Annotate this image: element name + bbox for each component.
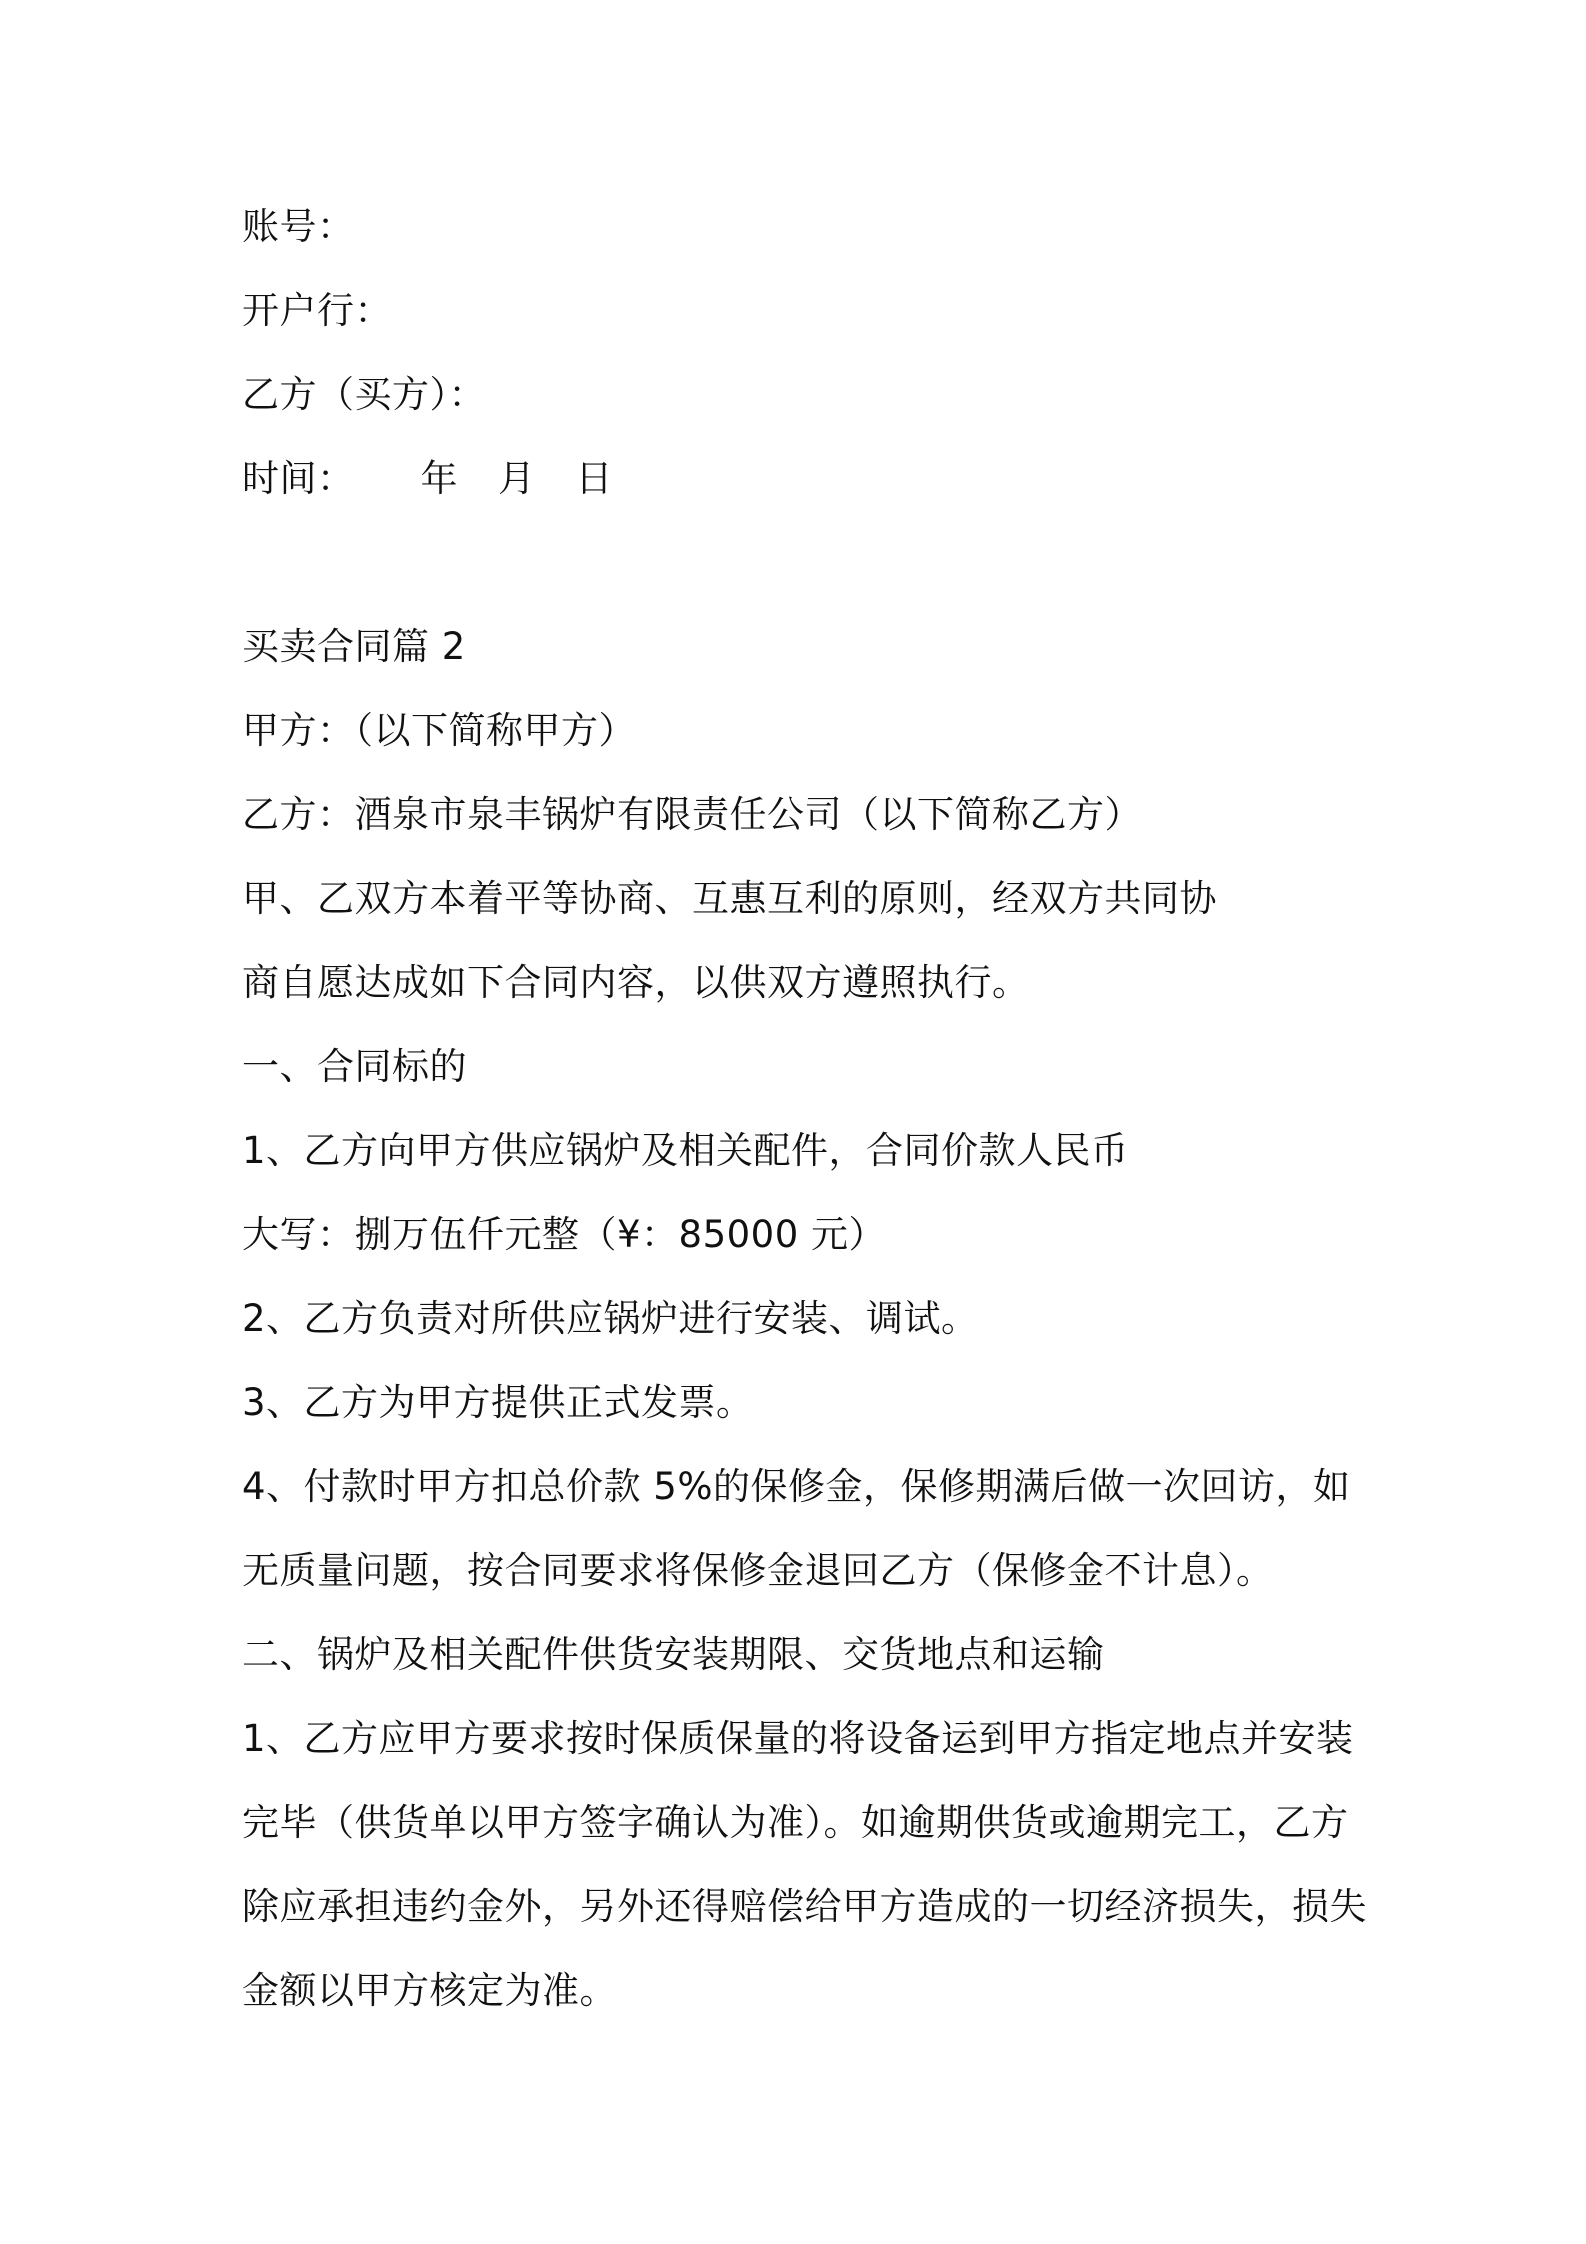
party-b-buyer-label: 乙方（买方）： xyxy=(242,373,486,416)
item-1-3: 3、乙方为甲方提供正式发票。 xyxy=(242,1381,754,1424)
item-1-4-line-2: 无质量问题，按合同要求将保修金退回乙方（保修金不计息）。 xyxy=(242,1549,1274,1592)
item-1-1-amount: 大写：捌万伍仟元整（¥：85000 元） xyxy=(242,1213,887,1256)
month-label: 月 xyxy=(498,457,536,500)
item-1-1: 1、乙方向甲方供应锅炉及相关配件，合同价款人民币 xyxy=(242,1129,1129,1172)
account-label: 账号： xyxy=(242,205,355,248)
section-2-heading: 二、锅炉及相关配件供货安装期限、交货地点和运输 xyxy=(242,1633,1105,1676)
date-line xyxy=(242,457,613,501)
preamble-line-2: 商自愿达成如下合同内容，以供双方遵照执行。 xyxy=(242,961,1030,1004)
year-label: 年 xyxy=(420,457,458,500)
item-1-2: 2、乙方负责对所供应锅炉进行安装、调试。 xyxy=(242,1297,979,1340)
day-label: 日 xyxy=(575,457,613,500)
item-2-1-line-3: 除应承担违约金外，另外还得赔偿给甲方造成的一切经济损失，损失 xyxy=(242,1885,1367,1928)
party-b-line: 乙方：酒泉市泉丰锅炉有限责任公司（以下简称乙方） xyxy=(242,793,1142,836)
party-a-line: 甲方：（以下简称甲方） xyxy=(242,709,636,752)
contract-title: 买卖合同篇 2 xyxy=(242,625,466,668)
time-label: 时间： xyxy=(242,457,355,500)
item-2-1-line-4: 金额以甲方核定为准。 xyxy=(242,1969,617,2012)
preamble-line-1: 甲、乙双方本着平等协商、互惠互利的原则，经双方共同协 xyxy=(242,877,1217,920)
item-2-1-line-2: 完毕（供货单以甲方签字确认为准）。如逾期供货或逾期完工，乙方 xyxy=(242,1801,1349,1844)
section-1-heading: 一、合同标的 xyxy=(242,1045,467,1088)
item-2-1-line-1: 1、乙方应甲方要求按时保质保量的将设备运到甲方指定地点并安装 xyxy=(242,1717,1354,1760)
item-1-4-line-1: 4、付款时甲方扣总价款 5%的保修金，保修期满后做一次回访，如 xyxy=(242,1465,1351,1508)
bank-label: 开户行： xyxy=(242,289,392,332)
